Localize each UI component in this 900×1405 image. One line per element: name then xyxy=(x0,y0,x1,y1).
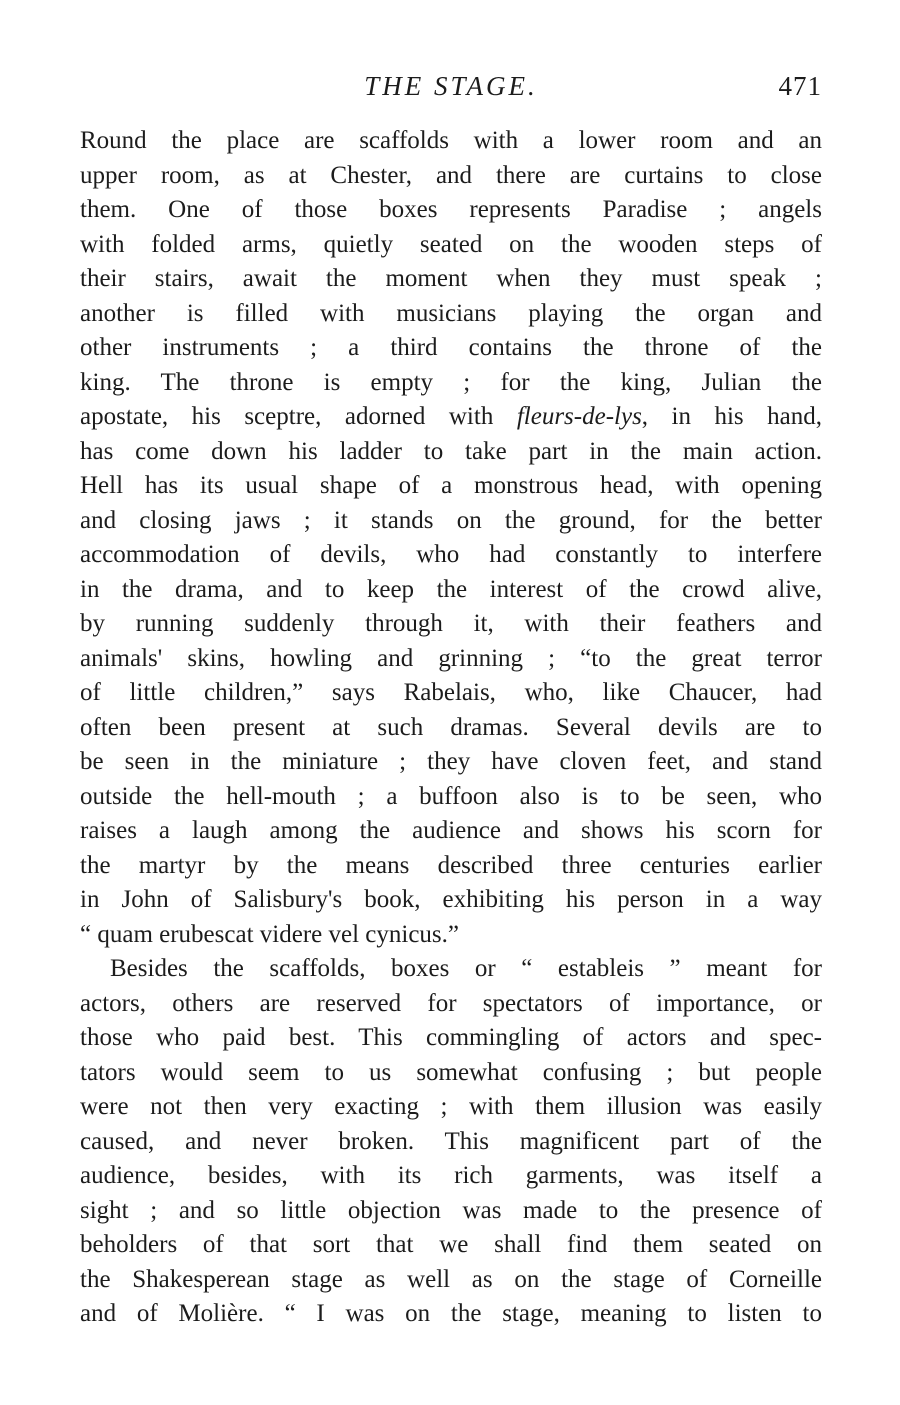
text-line-paragraph-end: “ quam erubescat videre vel cynicus.” xyxy=(80,920,459,948)
text-line: upper room, as at Chester, and there are curtains to close xyxy=(80,161,822,189)
text-line: accommodation of devils, who had constantly to interfere xyxy=(80,541,822,568)
text-line: king. The throne is empty ; for the king, Julian the xyxy=(80,368,822,396)
text-line: raises a laugh among the audience and shows his scorn for xyxy=(80,817,822,844)
text-line-paragraph-start: Besides the scaffolds, boxes or “ estableis ” meant for xyxy=(110,955,822,982)
text-line: and of Molière. “ I was on the stage, meaning to listen to xyxy=(80,1300,822,1327)
text-line: Hell has its usual shape of a monstrous head, with opening xyxy=(80,472,822,499)
text-line: the Shakesperean stage as well as on the stage of Corneille xyxy=(80,1265,822,1293)
text-line: were not then very exacting ; with them illusion was easily xyxy=(80,1093,822,1120)
text-line: those who paid best. This commingling of actors and spec- xyxy=(80,1024,822,1051)
text-line: other instruments ; a third contains the throne of the xyxy=(80,334,822,361)
text-line: outside the hell-mouth ; a buffoon also is to be seen, who xyxy=(80,782,822,810)
text-segment: , in his hand, xyxy=(641,403,823,430)
text-line: has come down his ladder to take part in the main action. xyxy=(80,437,822,465)
text-line: sight ; and so little objection was made to the presence of xyxy=(80,1196,822,1224)
text-segment: apostate, his sceptre, adorned with xyxy=(80,403,517,430)
text-line: audience, besides, with its rich garments, was itself a xyxy=(80,1162,822,1189)
text-line: another is filled with musicians playing the organ and xyxy=(80,299,822,327)
text-line: often been present at such dramas. Several devils are to xyxy=(80,713,822,741)
text-line: by running suddenly through it, with their feathers and xyxy=(80,610,822,637)
italic-phrase: fleurs-de-lys xyxy=(516,403,642,430)
text-line: with folded arms, quietly seated on the wooden steps of xyxy=(80,230,822,258)
text-line: be seen in the miniature ; they have cloven feet, and stand xyxy=(80,748,822,775)
text-line: beholders of that sort that we shall find them seated on xyxy=(80,1231,822,1258)
running-title: THE STAGE. xyxy=(364,71,538,101)
text-line: Round the place are scaffolds with a lower room and an xyxy=(80,127,822,154)
text-line: of little children,” says Rabelais, who, like Chaucer, had xyxy=(80,679,822,706)
text-line: tators would seem to us somewhat confusing ; but people xyxy=(80,1058,822,1086)
body-text xyxy=(80,124,822,1332)
page-number: 471 xyxy=(778,71,822,101)
running-head xyxy=(80,66,822,106)
text-line: them. One of those boxes represents Paradise ; angels xyxy=(80,196,822,223)
text-line: their stairs, await the moment when they must speak ; xyxy=(80,265,822,292)
text-line: animals' skins, howling and grinning ; “to the great terror xyxy=(80,644,822,672)
text-line: actors, others are reserved for spectators of importance, or xyxy=(80,989,822,1017)
text-line: in the drama, and to keep the interest of the crowd alive, xyxy=(80,575,822,603)
text-line: caused, and never broken. This magnificent part of the xyxy=(80,1127,822,1155)
text-line: and closing jaws ; it stands on the ground, for the better xyxy=(80,506,822,534)
text-line: in John of Salisbury's book, exhibiting his person in a way xyxy=(80,886,822,913)
text-line: the martyr by the means described three centuries earlier xyxy=(80,851,822,879)
text-line-with-italic xyxy=(80,400,822,435)
